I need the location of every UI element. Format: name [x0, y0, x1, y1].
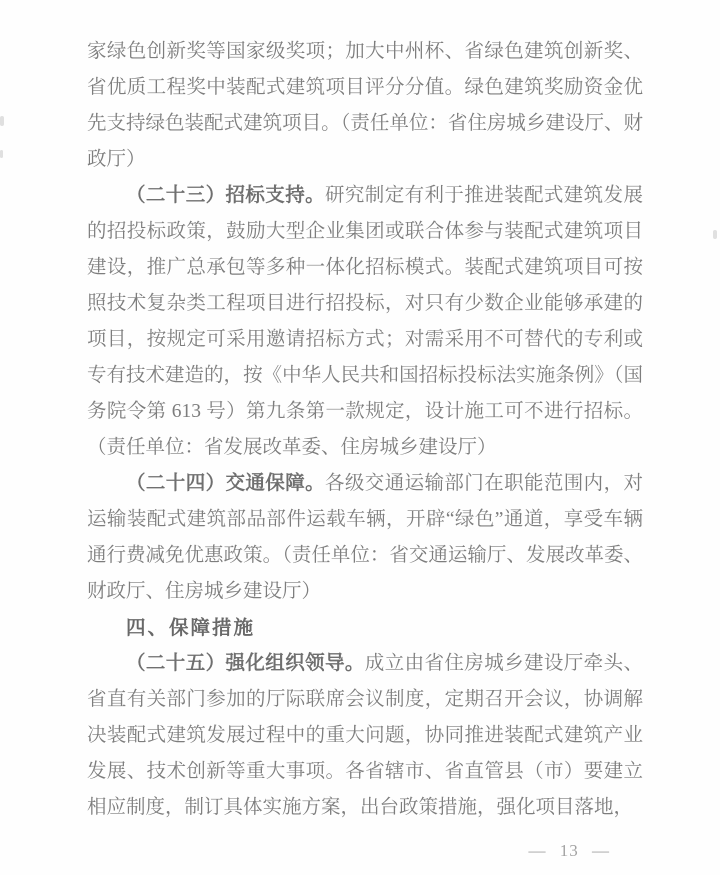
item-paragraph [87, 646, 643, 826]
section-heading [87, 610, 643, 646]
body-paragraph [87, 34, 643, 178]
paragraph-text: 研究制定有利于推进装配式建筑发展的招投标政策，鼓励大型企业集团或联合体参与装配式建筑项目建设，推广总承包等多种一体化招标模式。装配式建筑项目可按照技术复杂类工程项目进行招投标，对只有少数企业能够承建的项目，按规定可采用邀请招标方式；对需采用不可替代的专利或专有技术建造的，按《中华人民共和国招标投标法实施条例》（国务院令第 613 号）第九条第一款规定，设计施工可不进行招标。（责任单位：省发展改革委、住房城乡建设厅） [87, 185, 643, 458]
item-paragraph [87, 466, 643, 610]
document-body [87, 34, 643, 826]
paragraph-text: 家绿色创新奖等国家级奖项；加大中州杯、省绿色建筑创新奖、省优质工程奖中装配式建筑项目评分分值。绿色建筑奖励资金优先支持绿色装配式建筑项目。（责任单位：省住房城乡建设厅、财政厅） [87, 41, 643, 170]
paragraph-text: 各级交通运输部门在职能范围内，对运输装配式建筑部品部件运载车辆，开辟“绿色”通道，享受车辆通行费减免优惠政策。（责任单位：省交通运输厅、发展改革委、财政厅、住房城乡建设厅） [87, 473, 643, 602]
scan-artifact [0, 116, 4, 126]
page-number: — 13 — [528, 841, 610, 860]
item-heading: （二十三）招标支持。 [126, 185, 325, 206]
item-paragraph [87, 178, 643, 466]
section-heading-text: 四、保障措施 [126, 617, 256, 639]
scan-artifact [0, 150, 3, 158]
paragraph-text: 成立由省住房城乡建设厅牵头、省直有关部门参加的厅际联席会议制度，定期召开会议，协调解决装配式建筑发展过程中的重大问题，协同推进装配式建筑产业发展、技术创新等重大事项。各省辖市、省直管县（市）要建立相应制度，制订具体实施方案，出台政策措施，强化项目落地， [87, 653, 643, 818]
item-heading: （二十五）强化组织领导。 [126, 653, 365, 674]
scan-artifact [713, 230, 717, 239]
item-heading: （二十四）交通保障。 [126, 473, 325, 494]
